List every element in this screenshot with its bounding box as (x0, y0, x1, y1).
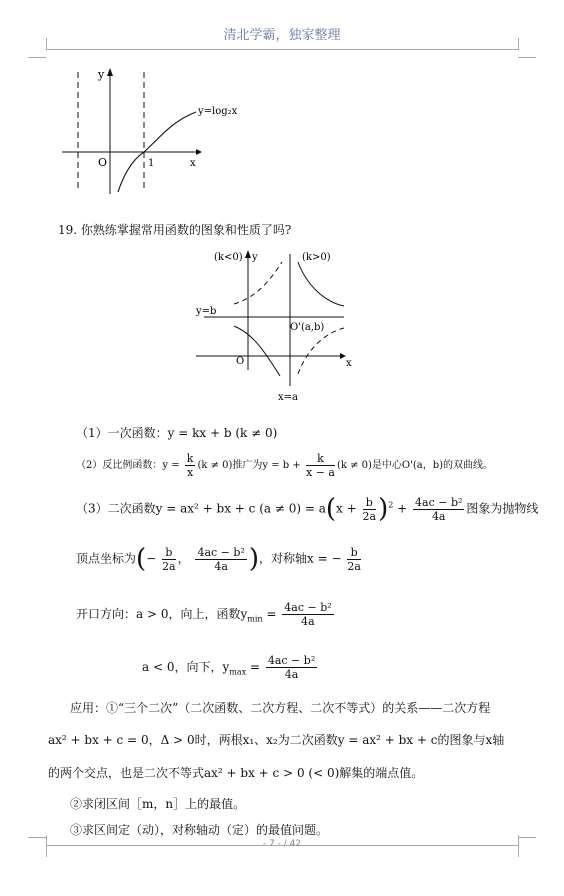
opening-up-num: 4ac − b² (284, 601, 332, 614)
inverse-label: （2）反比例函数： (76, 460, 163, 471)
quadratic-frac-c-den: 4a (431, 509, 446, 523)
vertex-frac-c-den: 4a (214, 559, 228, 573)
vertex-frac-c-num: 4ac − b² (197, 545, 245, 559)
footer-corner-left-ext (28, 837, 46, 838)
inverse-function-line (76, 452, 493, 479)
opening-down-num: 4ac − b² (267, 654, 316, 667)
opening-up-sub: min (247, 614, 263, 624)
opening-up-eq: = (262, 607, 277, 621)
hyperbola-y-label: y (252, 252, 258, 263)
apply-line-3: 的两个交点，也是二次不等式ax² + bx + c > 0 (< 0)解集的端点值。 (48, 766, 424, 780)
question-19: 19. 你熟练掌握常用函数的图象和性质了吗? (58, 223, 292, 237)
quadratic-frac-b-num: b (363, 496, 377, 510)
quadratic-plus: + (397, 501, 408, 516)
hyperbola-yb: y=b (196, 306, 217, 317)
quadratic-xplus: x + (336, 501, 357, 516)
vertex-label: 顶点坐标为 (76, 551, 137, 566)
linear-function-line (76, 424, 277, 441)
inverse-frac2 (306, 452, 335, 479)
apply-line-5: ③求区间定（动），对称轴动（定）的最值问题。 (70, 823, 329, 837)
log-graph-origin: O (98, 156, 108, 169)
hyperbola-center: O'(a,b) (290, 322, 325, 333)
apply-line-2: ax² + bx + c = 0，Δ > 0时，两根x₁、x₂为二次函数y = ax² + bx + c的图象与x轴 (48, 733, 505, 747)
inverse-f1b: (k ≠ 0)推广为y = b + (197, 460, 301, 471)
opening-up-line (76, 601, 336, 628)
inverse-frac2-num: k (306, 452, 335, 466)
quadratic-formula: y = ax² + bx + c (a ≠ 0) = a (155, 501, 326, 516)
inverse-frac2-den: x − a (305, 466, 335, 479)
vertex-frac-b-den: 2a (162, 559, 176, 573)
vertex-line: 顶点坐标为(− $\frac{b}{2a}$ ， $\frac{\text{4ac − b²}}{4a}$ )，对称轴x = − $\frac{b}{2a}$ (76, 544, 361, 574)
opening-down-line (142, 654, 319, 681)
quadratic-line: （3）二次函数y = ax² + bx + c (a ≠ 0) = a(x + $\frac{b}{2a}$ )$^2$ + $\frac{\text{4ac − b²}}{4a}$ 图象为抛物线 (76, 494, 539, 524)
hyperbola-k-pos: (k>0) (302, 252, 331, 263)
page-number: - 7 - / 42 (262, 839, 302, 849)
header-corner-right (518, 38, 519, 50)
header-corner-right-ext (518, 57, 536, 58)
hyperbola-xa: x=a (278, 392, 298, 402)
header-rule (46, 49, 518, 50)
opening-down-label: a < 0，向下，y (142, 660, 230, 674)
quadratic-frac-b-den: 2a (362, 509, 377, 523)
vertex-frac-b (162, 546, 176, 573)
inverse-f1a: y = (162, 460, 180, 471)
vertex-frac-axis-den: 2a (347, 559, 361, 573)
inverse-frac1-den: x (187, 466, 194, 479)
linear-label: （1）一次函数： (76, 426, 168, 440)
hyperbola-graph (194, 244, 364, 402)
quadratic-frac-b (363, 496, 377, 523)
vertex-axis: ，对称轴x = − (259, 551, 342, 566)
quadratic-tail: 图象为抛物线 (466, 501, 539, 516)
vertex-neg: − (146, 551, 157, 566)
footer-corner-right-ext (518, 837, 536, 838)
vertex-frac-axis (347, 546, 361, 573)
opening-down-den: 4a (284, 668, 299, 681)
quadratic-frac-c-num: 4ac − b² (415, 495, 463, 509)
hyperbola-origin: O (236, 356, 245, 367)
quadratic-frac-c (413, 496, 464, 523)
vertex-frac-axis-num: b (347, 546, 361, 560)
header-corner-left-ext (28, 57, 46, 58)
apply-line-4: ②求闭区间［m，n］上的最值。 (70, 797, 246, 811)
opening-up-den: 4a (301, 615, 315, 628)
opening-up-label: 开口方向：a > 0，向上，函数y (76, 607, 248, 621)
opening-down-eq: = (246, 660, 261, 674)
quadratic-label: （3）二次函数 (76, 501, 156, 516)
inverse-frac1-num: k (186, 452, 194, 465)
page-header-title: 清北学霸，独家整理 (223, 28, 341, 43)
header-corner-left (46, 38, 47, 50)
hyperbola-k-neg: (k<0) (214, 252, 243, 263)
vertex-frac-c (195, 546, 246, 573)
inverse-f2b: (k ≠ 0)是中心O'(a，b)的双曲线。 (336, 460, 494, 471)
opening-down-frac (266, 654, 317, 681)
log-graph-curve-label: y=log₂x (198, 106, 238, 117)
log-graph-one: 1 (148, 158, 155, 169)
vertex-frac-b-num: b (162, 546, 176, 560)
linear-formula: y = kx + b (k ≠ 0) (167, 426, 278, 440)
log-graph-x-label: x (190, 158, 196, 169)
hyperbola-x-label: x (346, 358, 352, 369)
inverse-frac1 (185, 452, 196, 479)
apply-line-1: 应用：①“三个二次”（二次函数、二次方程、二次不等式）的关系——二次方程 (70, 701, 491, 715)
log-graph-y-label: y (98, 68, 105, 81)
opening-down-sub: max (229, 667, 247, 677)
vertex-comma: ， (177, 551, 190, 566)
log-graph (58, 62, 248, 202)
opening-up-frac (282, 601, 333, 628)
